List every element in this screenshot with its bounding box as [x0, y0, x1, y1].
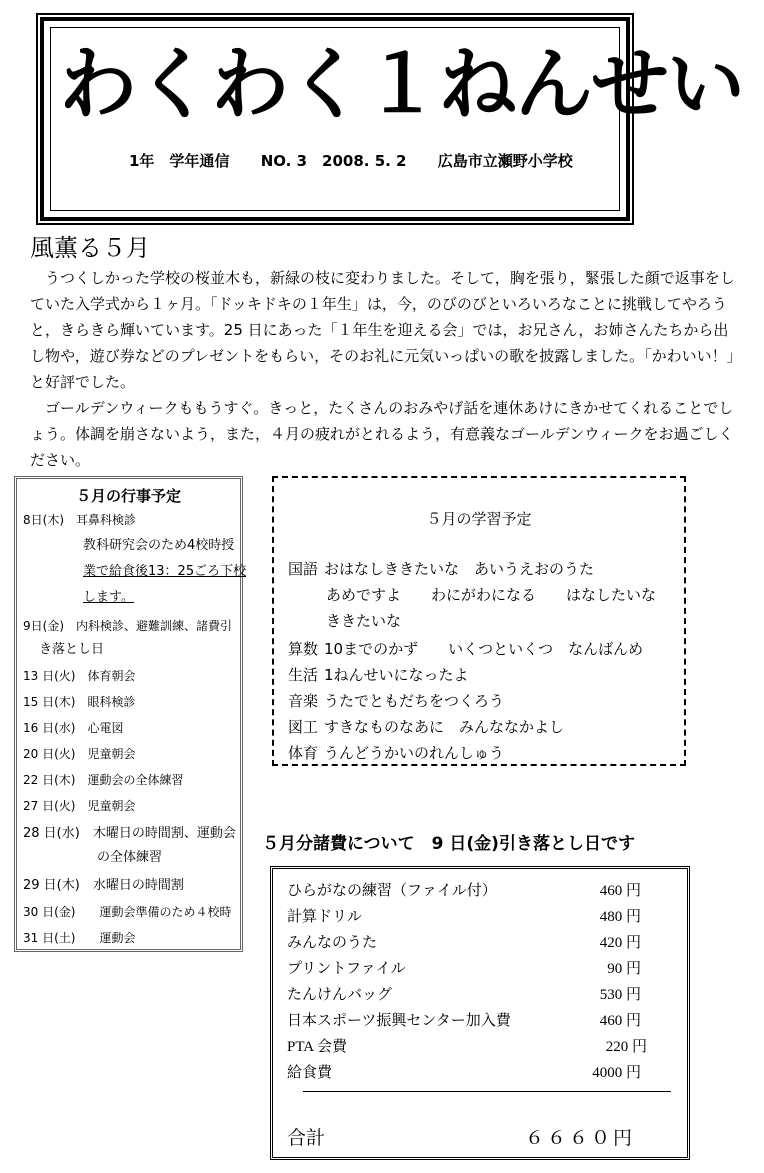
event-item: 31 日(土) 運動会 — [23, 931, 136, 945]
fee-name: たんけんバッグ — [287, 987, 393, 1003]
study-row — [288, 662, 469, 688]
event-item: 20 日(火) 児童朝会 — [23, 747, 136, 761]
study-row — [288, 714, 564, 740]
event-item: 13 日(火) 体育朝会 — [23, 669, 136, 683]
event-item: の全体練習 — [97, 850, 163, 865]
study-plan-box — [272, 476, 686, 766]
total-label: 合計 — [287, 1127, 326, 1149]
event-item: き落とし日 — [39, 642, 105, 657]
subject-text: うたでともだちをつくろう — [324, 692, 505, 710]
subject-label: 国語 — [288, 560, 319, 578]
event-item: 9日(金) 内科検診、避難訓練、諸費引 — [23, 619, 232, 633]
fee-name: 計算ドリル — [287, 909, 363, 925]
intro-text — [30, 265, 742, 473]
grade-label: 1年 学年通信 — [129, 152, 230, 170]
subject-text: うんどうかいのれんしゅう — [324, 744, 505, 762]
event-item: 28 日(水) 木曜日の時間割、運動会 — [23, 826, 236, 841]
event-item: 22 日(木) 運動会の全体練習 — [23, 773, 184, 787]
event-item: 業で給食後13：25ごろ下校 — [83, 564, 247, 579]
event-item: 30 日(金) 運動会準備のため４校時 — [23, 905, 232, 919]
fee-name: ひらがなの練習（ファイル付） — [287, 883, 497, 899]
fee-amount: 530 円 — [599, 987, 641, 1003]
fee-amount: 4000 円 — [592, 1065, 641, 1081]
total-amount: ６６６０円 — [524, 1127, 635, 1149]
event-item: 29 日(木) 水曜日の時間割 — [23, 878, 184, 893]
fee-name: PTA 会費 — [287, 1039, 348, 1055]
study-row: ききたいな — [326, 612, 402, 630]
study-plan-title: ５月の学習予定 — [426, 510, 532, 528]
study-row — [288, 688, 504, 714]
study-row — [288, 556, 594, 582]
intro-paragraph: ゴールデンウィークももうすぐ。きっと，たくさんのおみやげ話を連休あけにきかせてくれることでしょう。体調を崩さないよう，また，４月の疲れがとれるよう，有意義なゴールデンウィークをお過ごしください。 — [30, 399, 734, 469]
study-row: あめですよ わにがわになる はなしたいな — [326, 586, 657, 604]
total-divider — [303, 1091, 671, 1092]
fee-amount: 460 円 — [599, 883, 641, 899]
fee-amount: 420 円 — [599, 935, 641, 951]
fees-title: ５月分諸費について 9 日(金)引き落とし日です — [262, 834, 635, 854]
subject-text: すきなものなあに みんななかよし — [324, 718, 565, 736]
fee-name: 給食費 — [287, 1065, 333, 1081]
subject-label: 音楽 — [288, 692, 319, 710]
subject-label: 算数 — [288, 640, 319, 658]
fee-amount: 220 円 — [605, 1039, 647, 1055]
fee-name: みんなのうた — [287, 935, 378, 951]
newsletter-header — [40, 17, 744, 221]
school-name: 広島市立瀬野小学校 — [437, 152, 573, 170]
issue-info — [129, 150, 599, 171]
fees-box — [270, 866, 690, 1160]
intro-paragraph: うつくしかった学校の桜並木も，新緑の枝に変わりました。そして，胸を張り，緊張した顔で返事をしていた入学式から１ヶ月。「ドッキドキの１年生」は，今，のびのびといろいろなことに挑戦してやろうと，きらきら輝いています。25 日にあった「１年生を迎える会」では，お兄さん，お姉さんたちから出し物や，遊び券などのプレゼントをもらい，そのお礼に元気いっぱいの歌を披露しました。「かわいい！」と好評でした。 — [30, 269, 742, 391]
subject-label: 体育 — [288, 744, 319, 762]
event-item: 16 日(水) 心電図 — [23, 721, 124, 735]
newsletter-title: わくわく１ねんせい — [59, 40, 744, 130]
event-item: 教科研究会のため4校時授 — [83, 538, 235, 553]
events-box — [14, 476, 247, 952]
fee-name: プリントファイル — [287, 961, 406, 977]
subject-text: 1ねんせいになったよ — [324, 666, 469, 684]
events-title: ５月の行事予定 — [75, 487, 181, 505]
issue-number: NO. 3 2008. 5. 2 — [260, 152, 407, 170]
fee-amount: 460 円 — [599, 1013, 641, 1029]
subject-text: 10までのかず いくつといくつ なんばんめ — [324, 640, 644, 658]
section-heading: 風薫る５月 — [30, 234, 150, 262]
study-row — [288, 740, 504, 766]
event-item: します。 — [83, 590, 134, 605]
subject-text: おはなしききたいな あいうえおのうた — [324, 560, 595, 578]
fee-name: 日本スポーツ振興センター加入費 — [287, 1013, 511, 1029]
subject-label: 生活 — [288, 666, 319, 684]
event-item: 27 日(火) 児童朝会 — [23, 799, 136, 813]
fee-amount: 480 円 — [599, 909, 641, 925]
study-row — [288, 636, 643, 662]
event-item: 15 日(木) 眼科検診 — [23, 695, 136, 709]
subject-label: 図工 — [288, 718, 319, 736]
event-item: 8日(木) 耳鼻科検診 — [23, 513, 136, 527]
fee-amount: 90 円 — [607, 961, 641, 977]
header-frame — [50, 27, 744, 211]
